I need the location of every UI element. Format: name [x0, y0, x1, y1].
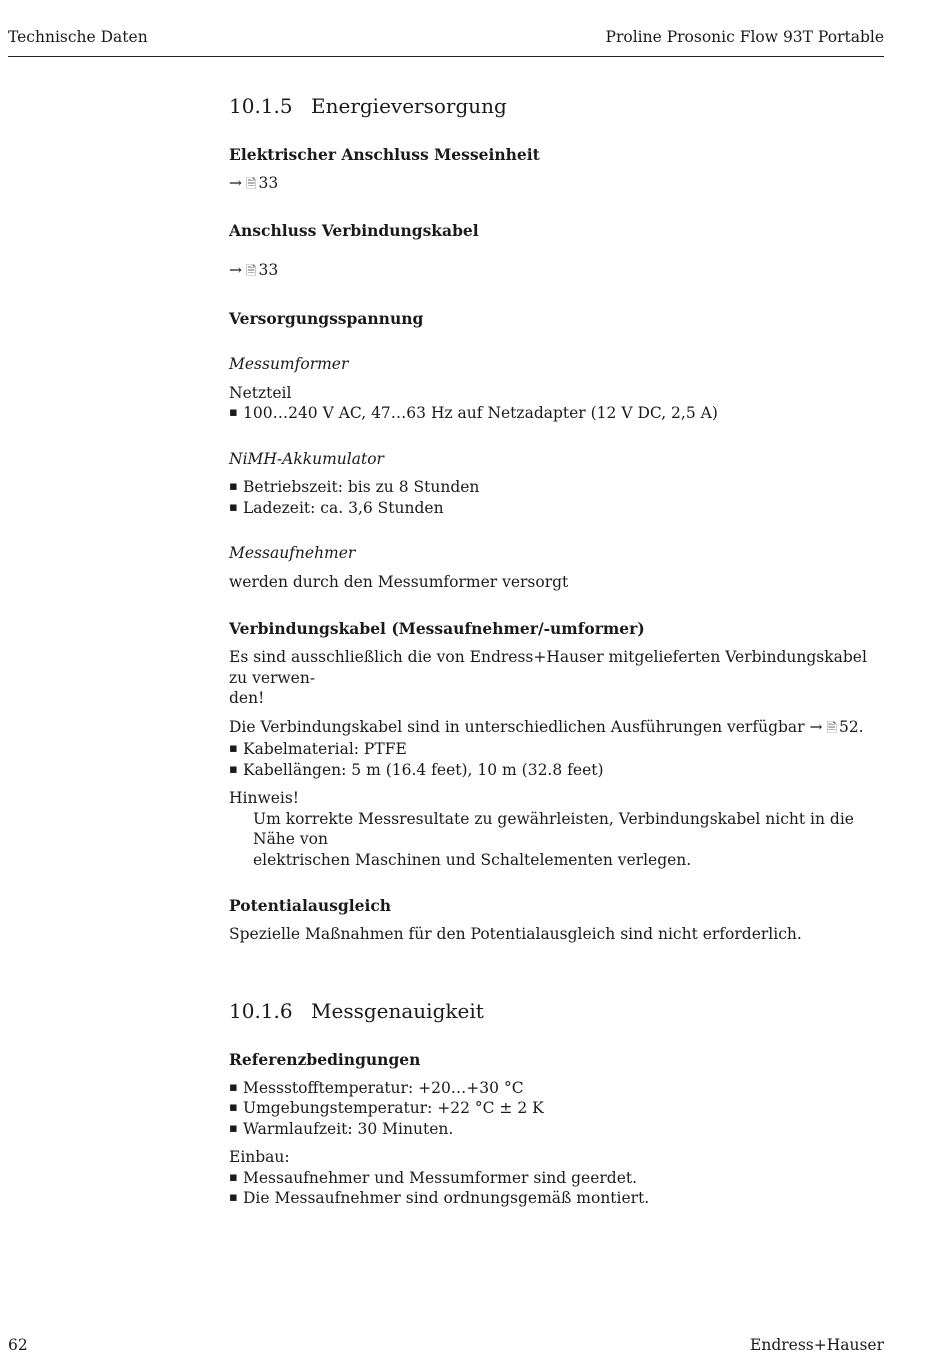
section-number: 10.1.5: [229, 94, 293, 118]
list-item: ▪ 100…240 V AC, 47…63 Hz auf Netzadapter (12 V DC, 2,5 A): [229, 403, 884, 424]
label-messaufnehmer: Messaufnehmer: [229, 544, 356, 562]
paragraph-line: Um korrekte Messresultate zu gewährleisten, Verbindungskabel nicht in die Nähe von: [253, 809, 854, 848]
paragraph-line: elektrischen Maschinen und Schaltelementen verlegen.: [253, 850, 692, 869]
einbau-list: [229, 1168, 884, 1209]
header-product-title: Proline Prosonic Flow 93T Portable: [605, 28, 884, 46]
paragraph-line: den!: [229, 689, 265, 707]
page-icon: 🗎: [826, 720, 837, 736]
verbindungskabel-paragraph-2: [229, 717, 884, 740]
subheading-elektrischer-anschluss: Elektrischer Anschluss Messeinheit: [229, 145, 540, 164]
hinweis-text: [229, 809, 884, 871]
page-header: [8, 28, 884, 57]
reference-page-number: 33: [258, 261, 279, 279]
list-item: ▪ Messaufnehmer und Messumformer sind geerdet.: [229, 1168, 884, 1189]
section-number: 10.1.6: [229, 998, 293, 1023]
list-item: ▪ Ladezeit: ca. 3,6 Stunden: [229, 498, 884, 519]
messaufnehmer-text: werden durch den Messumformer versorgt: [229, 572, 569, 591]
subheading-potentialausgleich: Potentialausgleich: [229, 896, 392, 915]
page-reference[interactable]: [229, 260, 884, 282]
arrow-icon: →: [229, 261, 242, 279]
subheading-anschluss-verbindungskabel: Anschluss Verbindungskabel: [229, 221, 479, 240]
label-nimh-akkumulator: NiMH-Akkumulator: [229, 449, 384, 468]
arrow-icon: →: [229, 174, 242, 192]
section-heading-messgenauigkeit: [229, 997, 884, 1025]
subheading-versorgungsspannung: Versorgungsspannung: [229, 309, 424, 328]
list-item: ▪ Umgebungstemperatur: +22 °C ± 2 K: [229, 1098, 884, 1119]
footer-brand: Endress+Hauser: [750, 1336, 884, 1354]
subheading-referenzbedingungen: Referenzbedingungen: [229, 1049, 421, 1069]
page-reference[interactable]: [229, 173, 884, 195]
page-content: [229, 92, 884, 1209]
list-item: ▪ Warmlaufzeit: 30 Minuten.: [229, 1119, 884, 1140]
verbindungskabel-list: [229, 739, 884, 780]
list-item: ▪ Kabelmaterial: PTFE: [229, 739, 884, 760]
section-heading-energieversorgung: [229, 92, 884, 120]
page-reference[interactable]: [810, 718, 864, 736]
subheading-verbindungskabel: Verbindungskabel (Messaufnehmer/-umformer): [229, 619, 645, 638]
paragraph-line: Es sind ausschließlich die von Endress+Hauser mitgelieferten Verbindungskabel zu verwen-: [229, 648, 867, 687]
reference-page-number: 33: [258, 174, 279, 192]
verbindungskabel-paragraph-1: [229, 647, 884, 709]
hinweis-label: Hinweis!: [229, 789, 300, 807]
list-item: ▪ Messstofftemperatur: +20…+30 °C: [229, 1078, 884, 1099]
paragraph-text: Die Verbindungskabel sind in unterschiedlichen Ausführungen verfügbar: [229, 717, 805, 736]
reference-page-number: 52.: [838, 717, 864, 736]
nimh-list: [229, 477, 884, 518]
label-messumformer: Messumformer: [229, 355, 349, 373]
list-item: ▪ Die Messaufnehmer sind ordnungsgemäß montiert.: [229, 1188, 884, 1209]
referenz-list: [229, 1078, 884, 1140]
list-item: ▪ Betriebszeit: bis zu 8 Stunden: [229, 477, 884, 498]
page-icon: 🗎: [246, 264, 257, 279]
section-title: Energieversorgung: [311, 94, 507, 118]
section-title: Messgenauigkeit: [311, 998, 484, 1023]
netzteil-list: [229, 403, 884, 424]
label-netzteil: Netzteil: [229, 383, 292, 402]
page-icon: 🗎: [246, 177, 257, 192]
page-number: 62: [8, 1336, 28, 1354]
potentialausgleich-text: Spezielle Maßnahmen für den Potentialausgleich sind nicht erforderlich.: [229, 925, 802, 943]
header-section-title: Technische Daten: [8, 28, 148, 46]
list-item: ▪ Kabellängen: 5 m (16.4 feet), 10 m (32.8 feet): [229, 760, 884, 781]
einbau-label: Einbau:: [229, 1148, 290, 1166]
arrow-icon: →: [809, 717, 823, 736]
